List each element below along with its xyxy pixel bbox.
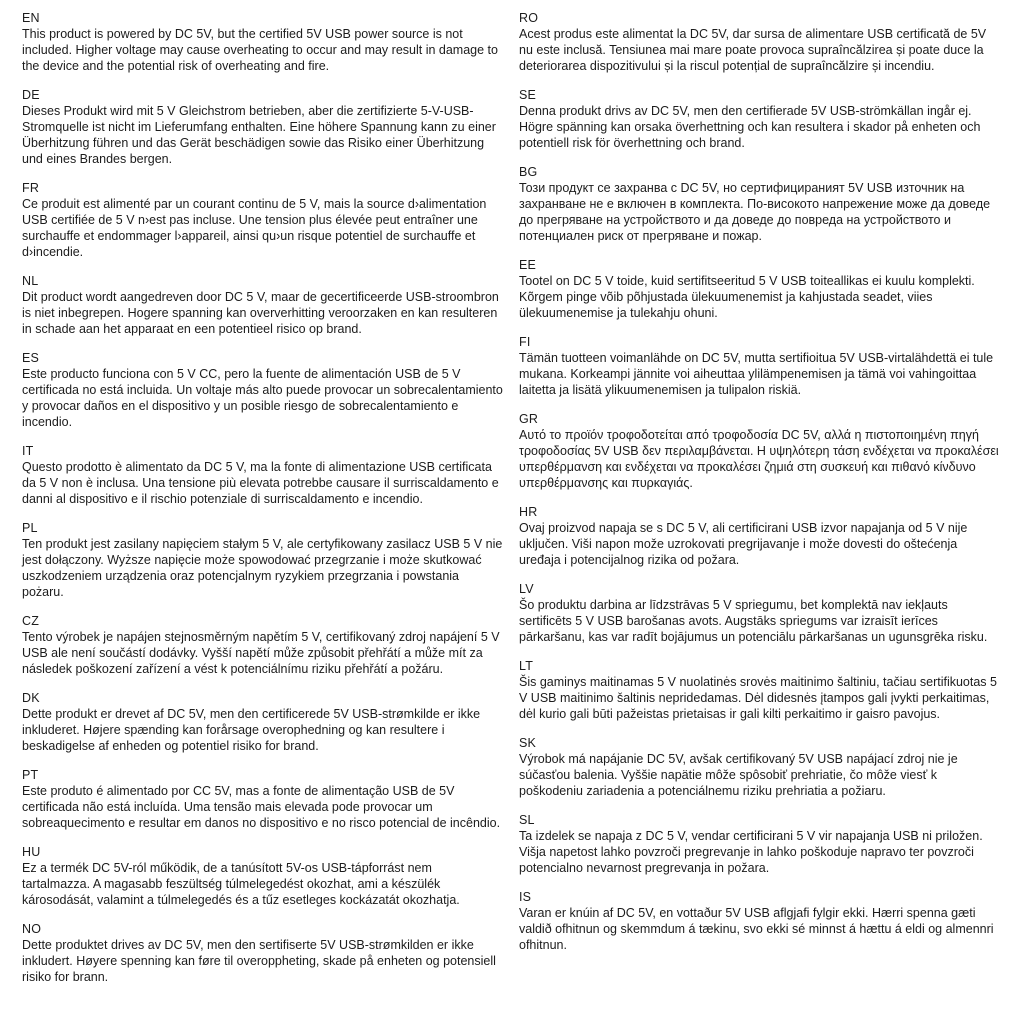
language-text: Ta izdelek se napaja z DC 5 V, vendar certificirani 5 V vir napajanja USB ni priložen. Višja napetost lahko povzroči pregrevanje in lahko poškoduje napravo ter povzroči potencialno nevarnost pregrevanja in požara. bbox=[519, 829, 983, 875]
language-text: Šis gaminys maitinamas 5 V nuolatinės srovės maitinimo šaltiniu, tačiau sertifikuotas 5 V USB maitinimo šaltinis nepridedamas. Dėl didesnės įtampos gali įvykti perkaitimas, dėl kurio gali būti pažeistas prietaisas ir gali kilti perkaitimo ir gaisro pavojus. bbox=[519, 675, 997, 721]
language-code: LT bbox=[519, 659, 534, 673]
language-section-de bbox=[22, 87, 503, 167]
language-code: FI bbox=[519, 335, 531, 349]
language-code: FR bbox=[22, 181, 40, 195]
language-text: Acest produs este alimentat la DC 5V, dar sursa de alimentare USB certificată de 5V nu este inclusă. Tensiunea mai mare poate provoca supraîncălzirea și poate duce la deteriorarea dispozitivului și la riscul potențial de supraîncălzire și incendiu. bbox=[519, 27, 987, 73]
language-text: Tootel on DC 5 V toide, kuid sertifitseeritud 5 V USB toiteallikas ei kuulu komplekti. Kõrgem pinge võib põhjustada ülekuumenemist ja kahjustada seadet, viies ülekuumenemise ja tulekahju ohuni. bbox=[519, 274, 975, 320]
language-section-hu bbox=[22, 844, 503, 908]
language-section-pt bbox=[22, 767, 503, 831]
language-section-en bbox=[22, 10, 503, 74]
language-text: Varan er knúin af DC 5V, en vottaður 5V USB aflgjafi fylgir ekki. Hærri spenna gæti valdið ofhitnun og skemmdum á tækinu, svo ekki sé minnst á hættu á eldi og almennri ofhitnun. bbox=[519, 906, 994, 952]
language-section-se bbox=[519, 87, 1000, 151]
language-text: Šo produktu darbina ar līdzstrāvas 5 V spriegumu, bet komplektā nav iekļauts sertificēts 5 V USB barošanas avots. Augstāks spriegums var izraisīt ierīces pārkaršanu, kas var radīt bojājumus un potenciālu pārkaršanas un ugunsgrēka risku. bbox=[519, 598, 988, 644]
language-code: LV bbox=[519, 582, 534, 596]
language-text: Ez a termék DC 5V-ról működik, de a tanúsított 5V-os USB-tápforrást nem tartalmazza. A magasabb feszültség túlmelegedést okozhat, ami a készülék károsodását, valamint a túlmelegedés és a tűz esetleges kockázatát okozhatja. bbox=[22, 861, 460, 907]
language-code: IS bbox=[519, 890, 532, 904]
language-code: NO bbox=[22, 922, 42, 936]
language-code: GR bbox=[519, 412, 539, 426]
language-code: IT bbox=[22, 444, 34, 458]
language-text: Dette produktet drives av DC 5V, men den sertifiserte 5V USB-strømkilden er ikke inkludert. Høyere spenning kan føre til overoppheting, skade på enheten og potensiell risiko for brann. bbox=[22, 938, 496, 984]
language-code: ES bbox=[22, 351, 40, 365]
language-text: Denna produkt drivs av DC 5V, men den certifierade 5V USB-strömkällan ingår ej. Högre spänning kan orsaka överhettning och kan resultera i skador på enheten och potentiell risk för överhettning och brand. bbox=[519, 104, 981, 150]
language-text: This product is powered by DC 5V, but the certified 5V USB power source is not included. Higher voltage may cause overheating to occur and may result in damage to the device and the potential risk of overheating and fire. bbox=[22, 27, 498, 73]
language-text: Výrobok má napájanie DC 5V, avšak certifikovaný 5V USB napájací zdroj nie je súčasťou balenia. Vyššie napätie môže spôsobiť prehriatie, čo môže viesť k poškodeniu zariadenia a potenciálnemu riziku prehriatia a požiaru. bbox=[519, 752, 958, 798]
language-text: Αυτό το προϊόν τροφοδοτείται από τροφοδοσία DC 5V, αλλά η πιστοποιημένη πηγή τροφοδοσίας 5V USB δεν περιλαμβάνεται. Η υψηλότερη τάση ενδέχεται να προκαλέσει υπερθέρμανση και ενδέχεται να προκαλέσει ζημιά στη συσκευή και πιθανό κίνδυνο υπερθέρμανσης και πυρκαγιάς. bbox=[519, 428, 999, 490]
language-code: NL bbox=[22, 274, 39, 288]
language-section-es bbox=[22, 350, 503, 430]
language-text: Questo prodotto è alimentato da DC 5 V, ma la fonte di alimentazione USB certificata da 5 V non è inclusa. Una tensione più elevata potrebbe causare il surriscaldamento e danni al dispositivo e il rischio potenziale di surriscaldamento e incendio. bbox=[22, 460, 499, 506]
language-section-fi bbox=[519, 334, 1000, 398]
language-section-it bbox=[22, 443, 503, 507]
language-code: EN bbox=[22, 11, 40, 25]
language-section-pl bbox=[22, 520, 503, 600]
language-code: HU bbox=[22, 845, 41, 859]
language-code: RO bbox=[519, 11, 539, 25]
language-section-lt bbox=[519, 658, 1000, 722]
language-text: Dette produkt er drevet af DC 5V, men den certificerede 5V USB-strømkilde er ikke inkluderet. Højere spænding kan forårsage overophedning og kan resultere i beskadigelse af enheden og potentiel risiko for brand. bbox=[22, 707, 481, 753]
language-code: SK bbox=[519, 736, 537, 750]
language-section-is bbox=[519, 889, 1000, 953]
language-text: Ce produit est alimenté par un courant continu de 5 V, mais la source d›alimentation USB certifiée de 5 V n›est pas incluse. Une tension plus élevée peut entraîner une surchauffe et endommager l›appareil, ainsi qu›un risque potentiel de surchauffe et d›incendie. bbox=[22, 197, 487, 259]
language-code: PT bbox=[22, 768, 39, 782]
language-section-sk bbox=[519, 735, 1000, 799]
language-section-dk bbox=[22, 690, 503, 754]
language-section-lv bbox=[519, 581, 1000, 645]
language-code: EE bbox=[519, 258, 537, 272]
language-text: Ovaj proizvod napaja se s DC 5 V, ali certificirani USB izvor napajanja od 5 V nije uključen. Viši napon može uzrokovati pregrijavanje i može dovesti do oštećenja uređaja i potencijalnog rizika od požara. bbox=[519, 521, 968, 567]
language-code: PL bbox=[22, 521, 38, 535]
language-text: Este producto funciona con 5 V CC, pero la fuente de alimentación USB de 5 V certificada no está incluida. Un voltaje más alto puede provocar un sobrecalentamiento y provocar daños en el dispositivo y un posible riesgo de sobrecalentamiento e incendio. bbox=[22, 367, 503, 429]
language-section-ee bbox=[519, 257, 1000, 321]
language-section-cz bbox=[22, 613, 503, 677]
language-code: SL bbox=[519, 813, 535, 827]
language-text: Ten produkt jest zasilany napięciem stałym 5 V, ale certyfikowany zasilacz USB 5 V nie jest dołączony. Wyższe napięcie może spowodować przegrzanie i może skutkować uszkodzeniem urządzenia oraz potencjalnym ryzykiem przegrzania i powstania pożaru. bbox=[22, 537, 503, 599]
language-section-fr bbox=[22, 180, 503, 260]
language-text: Tämän tuotteen voimanlähde on DC 5V, mutta sertifioitua 5V USB-virtalähdettä ei tule mukana. Korkeampi jännite voi aiheuttaa ylilämpenemisen ja tämä voi vahingoittaa laitetta ja lisätä ylikuumenemisen ja tulipalon riskiä. bbox=[519, 351, 994, 397]
language-code: CZ bbox=[22, 614, 40, 628]
language-section-gr bbox=[519, 411, 1000, 491]
language-code: SE bbox=[519, 88, 537, 102]
language-section-hr bbox=[519, 504, 1000, 568]
language-code: HR bbox=[519, 505, 538, 519]
language-text: Dit product wordt aangedreven door DC 5 V, maar de gecertificeerde USB-stroombron is niet inbegrepen. Hogere spanning kan oververhitting veroorzaken en kan resulteren in schade aan het apparaat en een potentieel risico op brand. bbox=[22, 290, 499, 336]
language-section-nl bbox=[22, 273, 503, 337]
language-section-bg bbox=[519, 164, 1000, 244]
language-section-ro bbox=[519, 10, 1000, 74]
language-section-sl bbox=[519, 812, 1000, 876]
language-text: Tento výrobek je napájen stejnosměrným napětím 5 V, certifikovaný zdroj napájení 5 V USB ale není součástí dodávky. Vyšší napětí může způsobit přehřátí a může mít za následek poškození zařízení a vést k potenciálnímu riziku přehřátí a požáru. bbox=[22, 630, 500, 676]
language-text: Dieses Produkt wird mit 5 V Gleichstrom betrieben, aber die zertifizierte 5-V-USB-Stromquelle ist nicht im Lieferumfang enthalten. Eine höhere Spannung kann zu einer Überhitzung führen und das Gerät beschädigen sowie das Risiko einer Überhitzung und eines Brandes bergen. bbox=[22, 104, 496, 166]
left-column bbox=[22, 10, 503, 1016]
language-section-no bbox=[22, 921, 503, 985]
language-code: DE bbox=[22, 88, 40, 102]
right-column bbox=[519, 10, 1000, 1016]
language-text: Este produto é alimentado por CC 5V, mas a fonte de alimentação USB de 5V certificada não está incluída. Uma tensão mais elevada pode provocar um sobreaquecimento e resultar em danos no dispositivo e no risco potencial de incêndio. bbox=[22, 784, 501, 830]
language-text: Този продукт се захранва с DC 5V, но сертифицираният 5V USB източник на захранване не е включен в комплекта. По-високото напрежение може да доведе до прегряване на устройството и да доведе до повреда на устройството и потенциален риск от прегряване и пожар. bbox=[519, 181, 991, 243]
language-code: DK bbox=[22, 691, 40, 705]
language-code: BG bbox=[519, 165, 538, 179]
